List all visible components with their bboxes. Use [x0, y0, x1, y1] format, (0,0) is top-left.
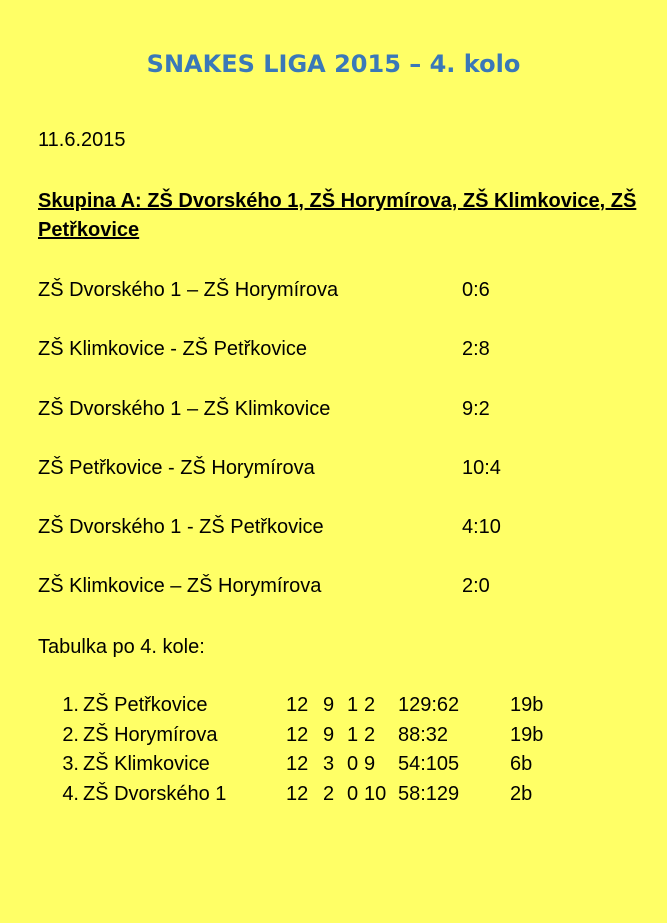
standings-points: 19b	[510, 694, 544, 716]
match-row	[38, 398, 598, 424]
standings-wins: 9	[323, 694, 335, 716]
standings-row	[0, 694, 667, 724]
standings-points: 6b	[510, 753, 533, 775]
standings-losses: 9	[364, 753, 376, 775]
standings-table	[0, 694, 667, 812]
match-teams: ZŠ Petřkovice - ZŠ Horymírova	[38, 457, 315, 479]
standings-goals: 129:62	[398, 694, 460, 716]
standings-draws: 0	[347, 782, 359, 805]
match-row	[38, 575, 598, 601]
standings-team: ZŠ Dvorského 1	[83, 782, 227, 805]
standings-rank: 1.	[62, 694, 79, 716]
standings-row	[0, 783, 667, 813]
match-score: 9:2	[462, 398, 490, 420]
group-heading: Skupina A: ZŠ Dvorského 1, ZŠ Horymírova, ZŠ Klimkovice, ZŠ Petřkovice	[38, 190, 637, 241]
standings-games: 12	[286, 694, 309, 716]
standings-team: ZŠ Klimkovice	[83, 753, 210, 775]
standings-rank: 4.	[62, 782, 79, 805]
standings-row	[0, 753, 667, 783]
standings-row	[0, 724, 667, 754]
standings-losses: 2	[364, 723, 376, 746]
standings-wins: 2	[323, 782, 335, 805]
match-row	[38, 338, 598, 364]
standings-goals: 88:32	[398, 723, 449, 746]
match-row	[38, 516, 598, 542]
match-score: 10:4	[462, 457, 501, 479]
standings-points: 19b	[510, 723, 544, 746]
match-score: 2:8	[462, 338, 490, 360]
match-score: 2:0	[462, 575, 490, 597]
standings-games: 12	[286, 723, 309, 746]
match-score: 4:10	[462, 516, 501, 538]
match-row	[38, 457, 598, 483]
match-score: 0:6	[462, 279, 490, 301]
standings-points: 2b	[510, 782, 533, 805]
match-teams: ZŠ Klimkovice - ZŠ Petřkovice	[38, 338, 307, 360]
standings-heading: Tabulka po 4. kole:	[38, 636, 205, 658]
page-title: SNAKES LIGA 2015 – 4. kolo	[146, 50, 521, 78]
standings-draws: 1	[347, 694, 359, 716]
match-teams: ZŠ Dvorského 1 - ZŠ Petřkovice	[38, 516, 324, 538]
standings-games: 12	[286, 753, 309, 775]
standings-goals: 54:105	[398, 753, 460, 775]
standings-losses: 2	[364, 694, 376, 716]
standings-wins: 3	[323, 753, 335, 775]
standings-games: 12	[286, 782, 309, 805]
standings-goals: 58:129	[398, 782, 460, 805]
standings-rank: 2.	[62, 723, 79, 746]
match-row	[38, 279, 598, 305]
standings-draws: 0	[347, 753, 359, 775]
standings-team: ZŠ Petřkovice	[83, 694, 208, 716]
match-teams: ZŠ Dvorského 1 – ZŠ Klimkovice	[38, 398, 331, 420]
standings-rank: 3.	[62, 753, 79, 775]
match-date: 11.6.2015	[38, 129, 126, 151]
match-teams: ZŠ Klimkovice – ZŠ Horymírova	[38, 575, 322, 597]
match-teams: ZŠ Dvorského 1 – ZŠ Horymírova	[38, 279, 339, 301]
standings-draws: 1	[347, 723, 359, 746]
standings-wins: 9	[323, 723, 335, 746]
standings-losses: 10	[364, 782, 387, 805]
standings-team: ZŠ Horymírova	[83, 723, 218, 746]
